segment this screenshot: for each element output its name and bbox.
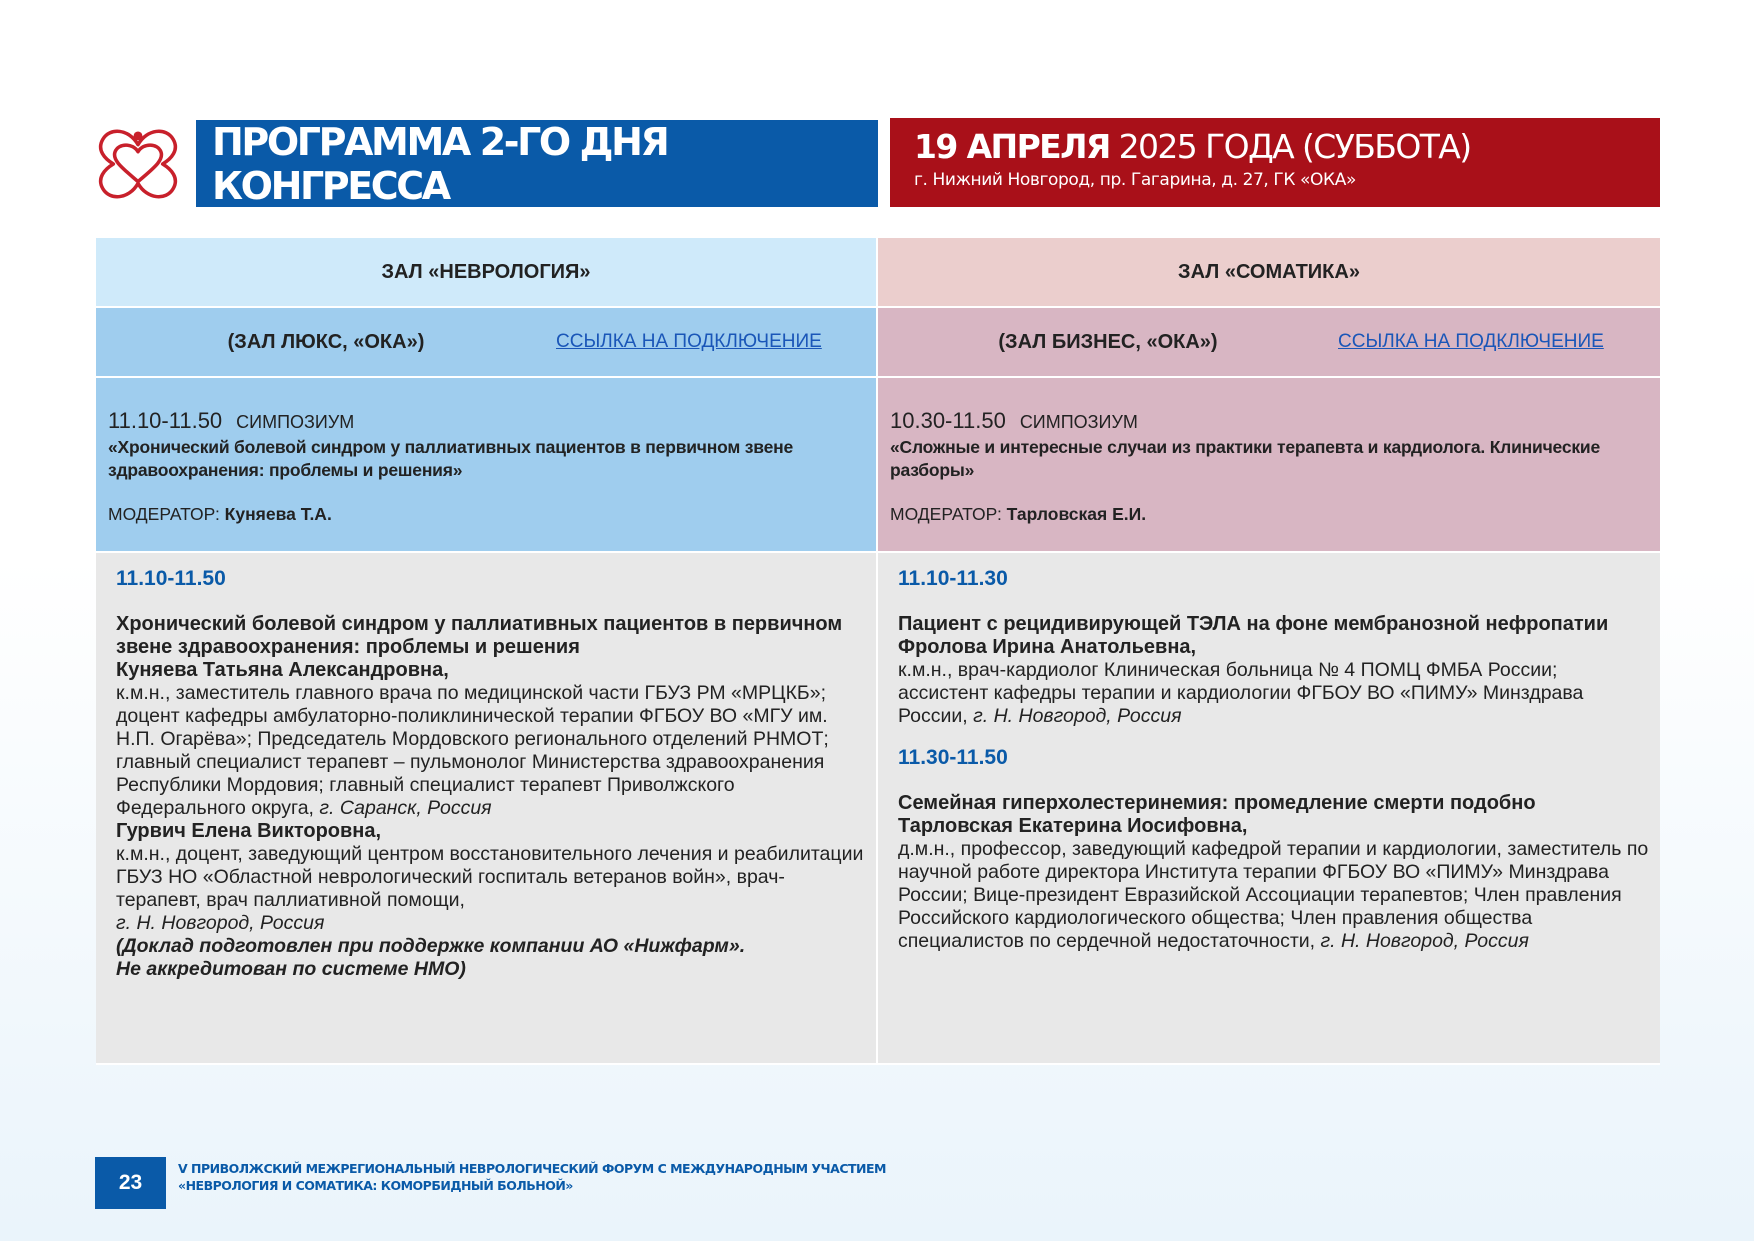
talk-title: Пациент с рецидивирующей ТЭЛА на фоне мембранозной нефропатии <box>898 613 1609 635</box>
speaker-city-text: г. Н. Новгород, Россия <box>116 912 325 934</box>
moderator-name: Куняева Т.А. <box>224 504 332 524</box>
symposium-left <box>96 378 878 553</box>
speaker-description <box>898 659 1650 728</box>
hall-row <box>96 238 1660 308</box>
speaker-city <box>116 912 866 935</box>
symposium-left-kind: СИМПОЗИУМ <box>236 412 355 432</box>
footer-line-2: «НЕВРОЛОГИЯ И СОМАТИКА: КОМОРБИДНЫЙ БОЛЬНОЙ» <box>178 1178 573 1193</box>
room-left <box>96 308 878 378</box>
symposium-left-title: «Хронический болевой синдром у паллиативных пациентов в первичном звене здравоохранения: проблемы и решения» <box>108 437 794 480</box>
page-title-text: ПРОГРАММА 2-ГО ДНЯ КОНГРЕССА <box>212 119 668 208</box>
hall-left-header: ЗАЛ «НЕВРОЛОГИЯ» <box>96 238 878 308</box>
speaker-city: г. Саранск, Россия <box>319 797 492 819</box>
talk-title: Хронический болевой синдром у паллиативных пациентов в первичном звене здравоохранения: проблемы и решения <box>116 613 843 658</box>
page-number: 23 <box>95 1157 166 1209</box>
talk-time: 11.10-11.30 <box>898 567 1008 590</box>
symposium-row <box>96 378 1660 553</box>
footer-forum-title <box>178 1160 886 1194</box>
symposium-right-moderator <box>890 504 1650 525</box>
room-row <box>96 308 1660 378</box>
moderator-name: Тарловская Е.И. <box>1006 504 1147 524</box>
symposium-left-moderator <box>108 504 866 525</box>
accreditation-note: Не аккредитован по системе НМО) <box>116 958 466 980</box>
speaker-name: Фролова Ирина Анатольевна, <box>898 636 1197 658</box>
talk-title: Семейная гиперхолестеринемия: промедление смерти подобно <box>898 792 1536 814</box>
speaker-city: г. Н. Новгород, Россия <box>1320 930 1529 952</box>
talks-right <box>878 553 1660 1065</box>
talks-left <box>96 553 878 1065</box>
forum-logo-icon <box>94 120 182 208</box>
talk-time: 11.30-11.50 <box>898 746 1008 769</box>
room-left-name: (ЗАЛ ЛЮКС, «ОКА») <box>227 330 425 353</box>
speaker-affiliation: д.м.н., профессор, заведующий кафедрой терапии и кардиологии, заместитель по научной работе директора Института терапии ФГБОУ ВО «ПИМУ» Минздрава России; Вице-президент Евразийской Ассоциации терапевтов; Член правления Российского кардиологического общества; Член правления общества специалистов по сердечной недостаточности, <box>898 838 1649 952</box>
speaker-description <box>116 682 866 820</box>
connect-link-right[interactable]: ССЫЛКА НА ПОДКЛЮЧЕНИЕ <box>1338 331 1604 352</box>
symposium-right-title: «Сложные и интересные случаи из практики терапевта и кардиолога. Клинические разборы» <box>890 437 1601 480</box>
schedule-table <box>96 238 1660 1065</box>
page-title <box>196 120 878 207</box>
connect-link-left[interactable]: ССЫЛКА НА ПОДКЛЮЧЕНИЕ <box>556 331 822 352</box>
speaker-name: Тарловская Екатерина Иосифовна, <box>898 815 1248 837</box>
speaker-name: Куняева Татьяна Александровна, <box>116 659 449 681</box>
hall-right-header: ЗАЛ «СОМАТИКА» <box>878 238 1660 308</box>
event-date-rest: 2025 ГОДА (СУББОТА) <box>1109 127 1471 166</box>
symposium-right <box>878 378 1660 553</box>
sponsor-note: (Доклад подготовлен при поддержке компании АО «Нижфарм». <box>116 935 746 957</box>
speaker-name: Гурвич Елена Викторовна, <box>116 820 382 842</box>
room-right-name: (ЗАЛ БИЗНЕС, «ОКА») <box>998 330 1218 353</box>
speaker-affiliation: к.м.н., доцент, заведующий центром восстановительного лечения и реабилитации ГБУЗ НО «Областной неврологический госпиталь ветеранов войн», врач-терапевт, врач паллиативной помощи, <box>116 843 864 911</box>
speaker-affiliation: к.м.н., врач-кардиолог Клиническая больница № 4 ПОМЦ ФМБА России; ассистент кафедры терапии и кардиологии ФГБОУ ВО «ПИМУ» Минздрава России, <box>898 659 1584 727</box>
moderator-label: МОДЕРАТОР: <box>890 504 1007 524</box>
talks-row <box>96 553 1660 1065</box>
symposium-left-time: 11.10-11.50 <box>108 408 223 433</box>
event-date <box>914 126 1660 168</box>
event-address: г. Нижний Новгород, пр. Гагарина, д. 27, ГК «ОКА» <box>914 170 1356 190</box>
speaker-affiliation: к.м.н., заместитель главного врача по медицинской части ГБУЗ РМ «МРЦКБ»; доцент кафедры амбулаторно-поликлинической терапии ФГБОУ ВО «МГУ им. Н.П. Огарёва»; Председатель Мордовского регионального отделений РНМОТ; главный специалист терапевт – пульмонолог Министерства здравоохранения Республики Мордовия; главный специалист терапевт Приволжского Федерального округа, <box>116 682 829 819</box>
date-banner <box>890 118 1660 207</box>
talk-time: 11.10-11.50 <box>116 567 226 590</box>
moderator-label: МОДЕРАТОР: <box>108 504 225 524</box>
symposium-right-time: 10.30-11.50 <box>890 408 1006 433</box>
symposium-right-kind: СИМПОЗИУМ <box>1019 412 1138 432</box>
footer-line-1: V ПРИВОЛЖСКИЙ МЕЖРЕГИОНАЛЬНЫЙ НЕВРОЛОГИЧЕСКИЙ ФОРУМ С МЕЖДУНАРОДНЫМ УЧАСТИЕМ <box>178 1161 886 1176</box>
room-right <box>878 308 1660 378</box>
event-date-bold: 19 АПРЕЛЯ <box>914 127 1110 166</box>
speaker-description <box>898 838 1650 953</box>
speaker-city: г. Н. Новгород, Россия <box>973 705 1182 727</box>
